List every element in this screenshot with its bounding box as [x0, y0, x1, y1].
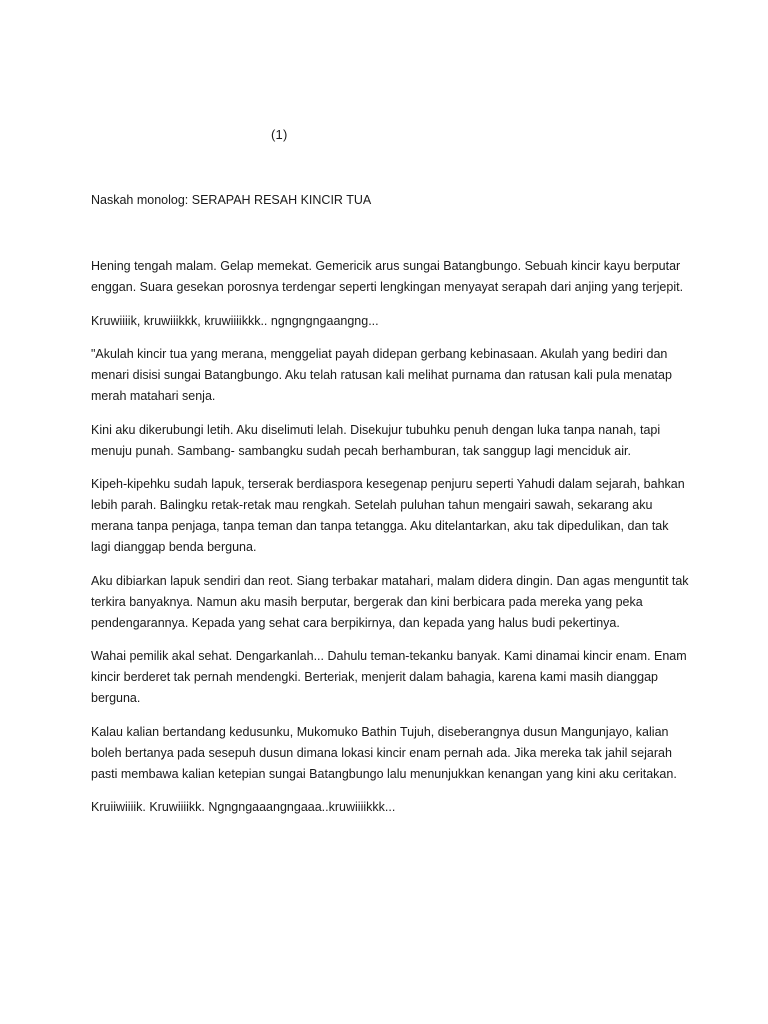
paragraph: Kipeh-kipehku sudah lapuk, terserak berdiaspora kesegenap penjuru seperti Yahudi dalam sejarah, bahkan lebih parah. Balingku retak-retak mau rengkah. Setelah puluhan tahun mengairi sawah, sekarang aku merana tanpa penjaga, tanpa teman dan tanpa tetangga. Aku ditelantarkan, aku tak dipedulikan, dan tak lagi dianggap benda berguna.: [91, 477, 685, 554]
paragraph: Wahai pemilik akal sehat. Dengarkanlah... Dahulu teman-tekanku banyak. Kami dinamai kincir enam. Enam kincir berderet tak pernah mendengki. Berteriak, menjerit dalam bahagia, karena kami masih dianggap berguna.: [91, 649, 687, 705]
paragraph: "Akulah kincir tua yang merana, menggeliat payah didepan gerbang kebinasaan. Akulah yang bediri dan menari disisi sungai Batangbungo. Aku telah ratusan kali melihat purnama dan ratusan kali pula menatap merah matahari senja.: [91, 347, 672, 403]
page-number: (1): [271, 127, 288, 142]
paragraph: Kruiiwiiiik. Kruwiiiikk. Ngngngaaangngaaa..kruwiiiikkk...: [91, 800, 396, 814]
paragraph: Hening tengah malam. Gelap memekat. Gemericik arus sungai Batangbungo. Sebuah kincir kayu berputar enggan. Suara gesekan porosnya terdengar seperti lengkingan menyayat serapah dari anjing yang terjepit.: [91, 259, 684, 294]
paragraph: Kruwiiiik, kruwiiikkk, kruwiiiikkk.. ngngngngaangng...: [91, 313, 379, 328]
document-title: Naskah monolog: SERAPAH RESAH KINCIR TUA: [91, 193, 372, 207]
paragraph: Aku dibiarkan lapuk sendiri dan reot. Siang terbakar matahari, malam didera dingin. Dan agas menguntit tak terkira banyaknya. Namun aku masih berputar, bergerak dan kini berbicara pada mereka yang peka pendengarannya. Kepada yang sehat cara berpikirnya, dan kepada yang halus budi pekertinya.: [91, 573, 689, 630]
paragraph: Kini aku dikerubungi letih. Aku diselimuti lelah. Disekujur tubuhku penuh dengan luka tanpa nanah, tapi menuju punah. Sambang- sambangku sudah pecah berhamburan, tak sanggup lagi menciduk air.: [91, 422, 661, 458]
monolog-body: [91, 256, 691, 831]
paragraph: Kalau kalian bertandang kedusunku, Mukomuko Bathin Tujuh, diseberangnya dusun Mangunjayo, kalian boleh bertanya pada sesepuh dusun dimana lokasi kincir enam pernah ada. Jika mereka tak jahil sejarah pasti membawa kalian ketepian sungai Batangbungo lalu menunjukkan kenangan yang kini aku ceritakan.: [91, 724, 677, 781]
